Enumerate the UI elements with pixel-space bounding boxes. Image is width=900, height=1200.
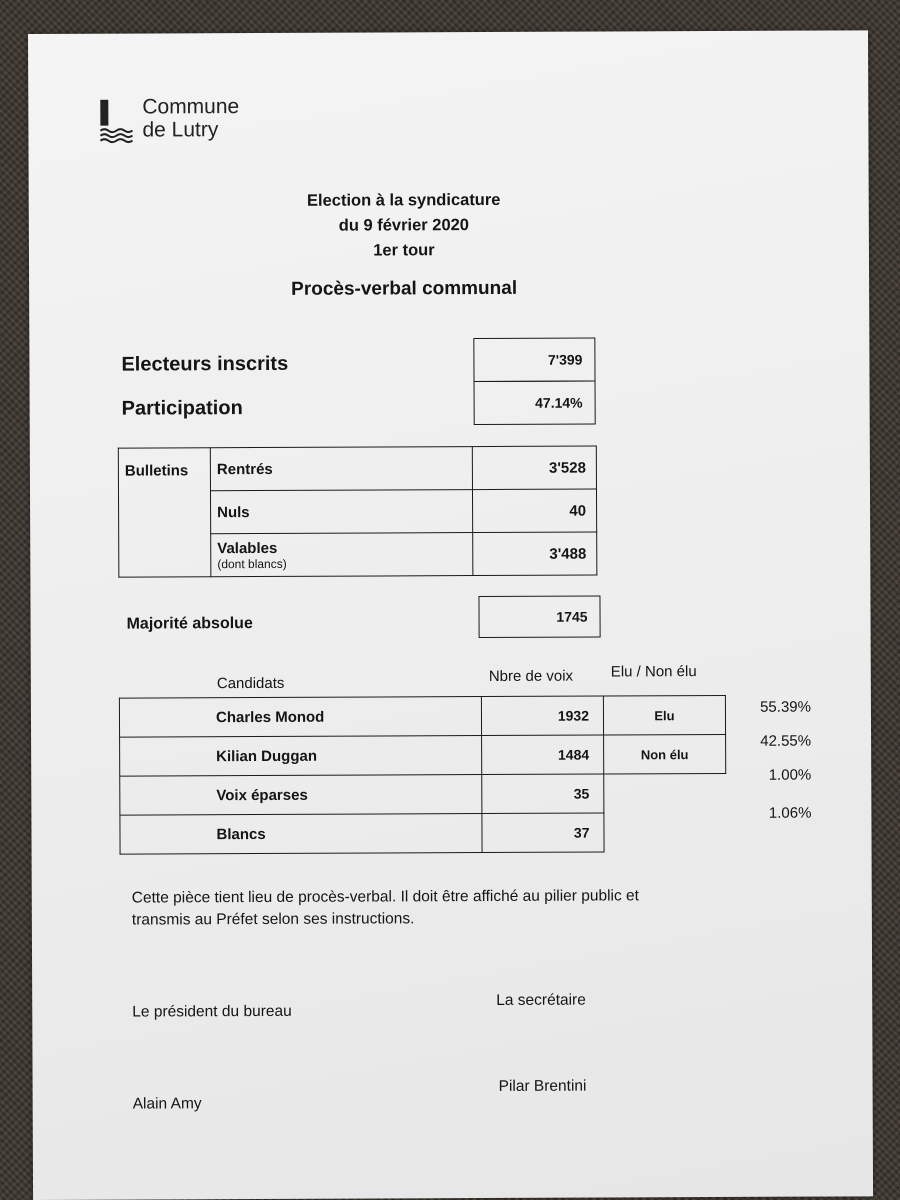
electeurs-value: 7'399 [473, 338, 595, 383]
bulletins-nuls-value: 40 [472, 489, 596, 533]
candidate-votes: 37 [482, 813, 604, 853]
table-row [118, 446, 596, 491]
candidate-result: Non élu [604, 734, 726, 774]
col-header-result: Elu / Non élu [610, 663, 697, 681]
bulletins-rentres-value: 3'528 [472, 446, 596, 490]
candidate-name: Charles Monod [119, 697, 481, 738]
candidate-votes: 1932 [481, 696, 603, 736]
majorite-label: Majorité absolue [126, 615, 253, 633]
participation-label: Participation [121, 397, 243, 420]
bulletins-rentres-label: Rentrés [210, 447, 472, 491]
candidate-result: Elu [603, 695, 725, 735]
commune-name-line1: Commune [142, 95, 240, 119]
col-header-candidats: Candidats [216, 674, 285, 693]
candidates-table [119, 695, 727, 855]
legal-note-line2: transmis au Préfet selon ses instructions. [131, 910, 415, 929]
col-header-votes: Nbre de voix [488, 667, 574, 685]
candidate-votes: 35 [482, 774, 604, 814]
commune-logo-icon [98, 100, 134, 144]
candidate-percentage: 1.06% [768, 804, 812, 822]
majorite-value: 1745 [478, 596, 600, 639]
president-role: Le président du bureau [132, 1002, 292, 1021]
bulletins-valables-value: 3'488 [473, 532, 597, 576]
election-heading [209, 188, 599, 265]
empty-cell [604, 812, 726, 852]
candidate-percentage: 1.00% [768, 766, 812, 784]
candidate-name: Kilian Duggan [120, 736, 482, 777]
page-title: Procès-verbal communal [291, 277, 518, 300]
candidate-percentage: 42.55% [760, 732, 812, 750]
secretary-role: La secrétaire [496, 991, 586, 1009]
commune-name [142, 95, 239, 141]
bulletins-nuls-label: Nuls [210, 490, 472, 534]
legal-note-line1: Cette pièce tient lieu de procès-verbal. Il doit être affiché au pilier public et [131, 887, 640, 907]
candidate-name: Voix éparses [120, 775, 482, 816]
heading-line2: du 9 février 2020 [338, 216, 470, 235]
bulletins-label: Bulletins [118, 448, 211, 577]
secretary-name: Pilar Brentini [498, 1077, 587, 1095]
candidate-percentage: 55.39% [760, 698, 811, 716]
document-page [28, 30, 873, 1200]
commune-name-line2: de Lutry [142, 118, 219, 142]
table-row [119, 695, 725, 737]
legal-note [132, 885, 772, 932]
empty-cell [604, 773, 726, 813]
heading-line1: Election à la syndicature [306, 190, 501, 210]
bulletins-table [118, 446, 598, 578]
table-row [120, 812, 726, 854]
candidate-name: Blancs [120, 814, 482, 855]
candidate-votes: 1484 [482, 735, 604, 775]
table-row [120, 773, 726, 815]
bulletins-valables-sub: (dont blancs) [217, 556, 287, 571]
electeurs-label: Electeurs inscrits [121, 352, 289, 376]
table-row [120, 734, 726, 776]
bulletins-valables-label: Valables (dont blancs) [211, 533, 473, 577]
participation-value: 47.14% [474, 381, 596, 426]
president-name: Alain Amy [132, 1095, 202, 1113]
heading-line3: 1er tour [373, 241, 435, 260]
